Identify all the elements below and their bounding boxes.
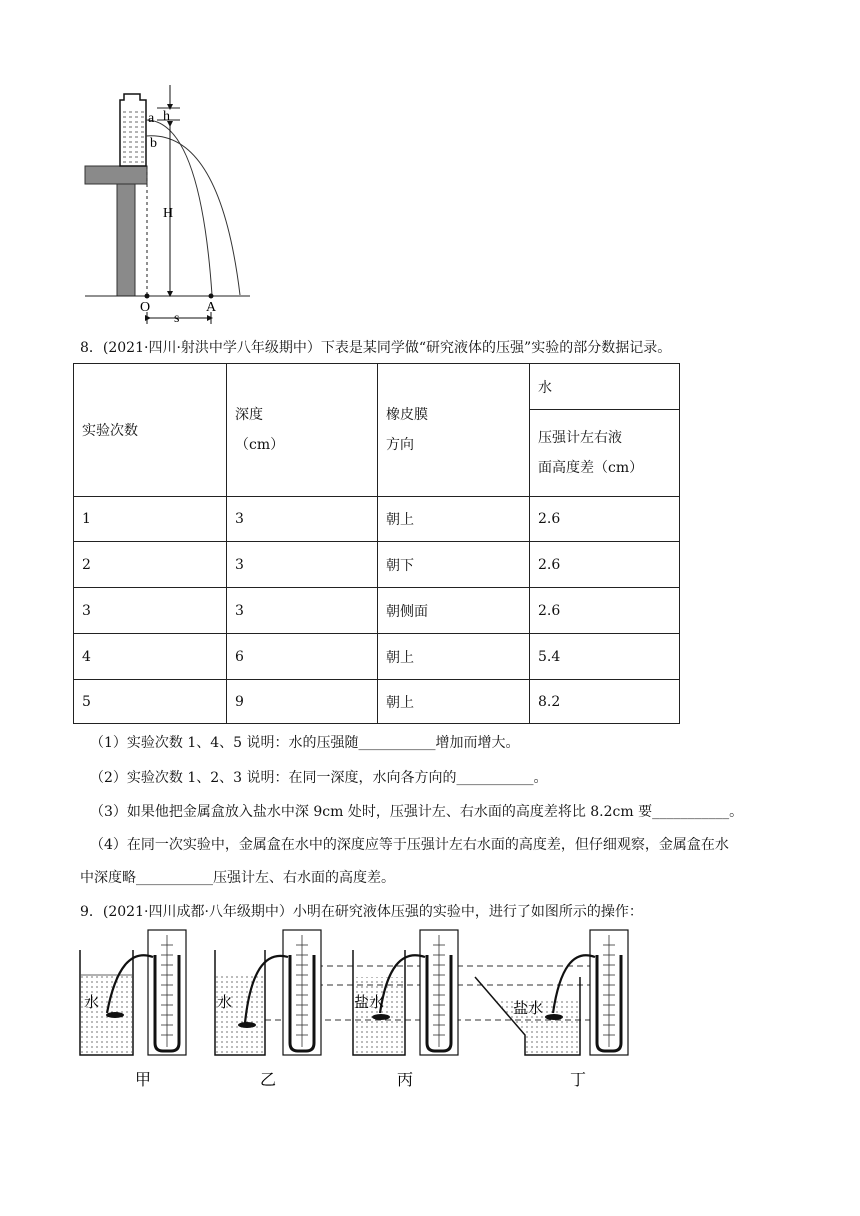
container-jet-figure: [80, 80, 260, 330]
header-water: 水: [530, 364, 680, 410]
label-h: h: [163, 109, 170, 124]
question8-part2: （2）实验次数 1、2、3 说明：在同一深度，水向各方向的___________。: [90, 770, 548, 786]
header-depth: 深度 （cm）: [227, 364, 378, 497]
jet-b: [146, 136, 240, 295]
panel-caption: 丙: [397, 1072, 414, 1089]
panel-bing: [353, 930, 458, 1089]
panel-caption: 乙: [260, 1072, 277, 1089]
table-row: 2 3 朝下 2.6: [74, 542, 680, 588]
question9-stem: 9．(2021·四川成都·八年级期中）小明在研究液体压强的实验中，进行了如图所示的操作：: [80, 904, 643, 920]
panel-caption: 丁: [570, 1072, 587, 1089]
table-top: [85, 166, 147, 184]
question8-part4-line1: （4）在同一次实验中，金属盒在水中的深度应等于压强计左右水面的高度差，但仔细观察，金属盒在水: [90, 837, 729, 853]
panel-jia: [80, 930, 186, 1089]
label-A: A: [206, 300, 217, 315]
question8-part3: （3）如果他把金属盒放入盐水中深 9cm 处时，压强计左、右水面的高度差将比 8.2cm 要___________。: [90, 804, 744, 820]
table-row: 4 6 朝上 5.4: [74, 634, 680, 680]
table-row: 5 9 朝上 8.2: [74, 680, 680, 724]
label-O: O: [140, 300, 151, 315]
label-H: H: [163, 206, 174, 221]
label-a: a: [148, 111, 155, 126]
label-b: b: [150, 136, 157, 151]
liquid-label: 盐水: [513, 1001, 544, 1017]
label-s: s: [174, 311, 180, 326]
header-trial: 实验次数: [74, 364, 227, 497]
table-leg: [117, 184, 135, 296]
liquid-label: 水: [84, 995, 100, 1011]
question8-stem: 8．(2021·四川·射洪中学八年级期中）下表是某同学做“研究液体的压强”实验的部分数据记录。: [80, 340, 672, 356]
question8-part1: （1）实验次数 1、4、5 说明：水的压强随___________增加而增大。: [90, 735, 520, 751]
liquid-label: 水: [217, 995, 233, 1011]
liquid-label: 盐水: [354, 995, 385, 1011]
table-row: 3 3 朝侧面 2.6: [74, 588, 680, 634]
panel-yi: [215, 930, 321, 1089]
header-height-diff: 压强计左右液 面高度差（cm）: [530, 410, 680, 497]
data-table: [73, 363, 680, 724]
panel-ding: [475, 930, 628, 1089]
question8-part4-line2: 中深度略___________压强计左、右水面的高度差。: [80, 870, 395, 886]
header-direction: 橡皮膜 方向: [378, 364, 530, 497]
pressure-gauge-figure: [75, 925, 645, 1095]
table-row: 1 3 朝上 2.6: [74, 497, 680, 542]
panel-caption: 甲: [135, 1072, 152, 1089]
